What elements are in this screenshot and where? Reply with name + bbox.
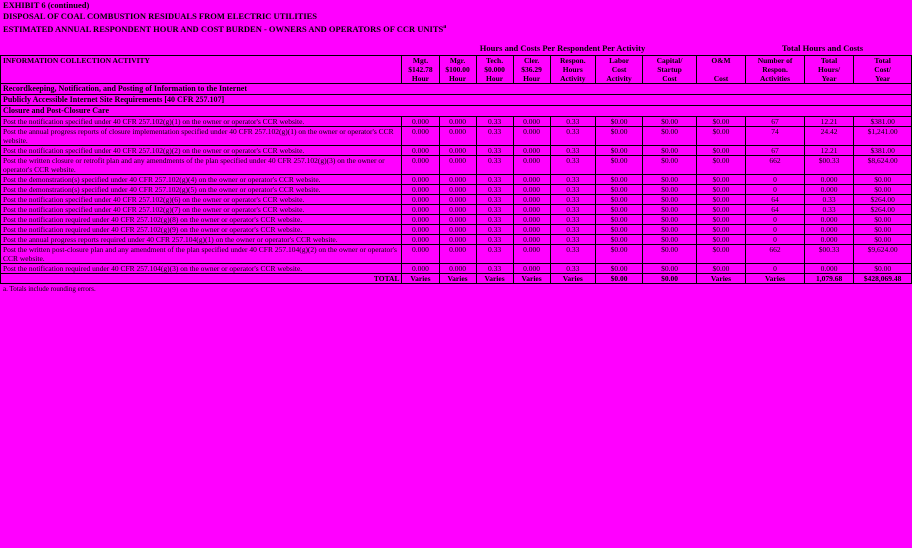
cell-labor-cost: $0.00 — [595, 244, 642, 263]
cell-om-cost: $0.00 — [696, 224, 745, 234]
section-row — [1, 83, 912, 94]
band-left-spacer — [0, 43, 390, 53]
cell-number-activities: 67 — [746, 116, 805, 126]
table-row — [1, 155, 912, 174]
cell-total-hours: 0.33 — [804, 194, 853, 204]
cell-om-cost: $0.00 — [696, 116, 745, 126]
cell-mgr: 0.000 — [439, 263, 476, 273]
cell-total-hours: 0.000 — [804, 234, 853, 244]
cell-labor-cost: $0.00 — [595, 184, 642, 194]
cell-number-activities: 0 — [746, 214, 805, 224]
total-row — [1, 273, 912, 283]
section-label: Recordkeeping, Notification, and Posting of Information to the Internet — [1, 83, 912, 94]
document-title-line-1: DISPOSAL OF COAL COMBUSTION RESIDUALS FROM ELECTRIC UTILITIES — [3, 11, 318, 21]
table-row — [1, 244, 912, 263]
row-description: Post the notification specified under 40 CFR 257.102(g)(1) on the owner or operator's CCR website. — [1, 116, 402, 126]
section-row — [1, 94, 912, 105]
cell-cler: 0.000 — [513, 224, 550, 234]
cell-mgr: 0.000 — [439, 214, 476, 224]
cell-total-hours: 0.000 — [804, 174, 853, 184]
cell-total-cost: $8,624.00 — [854, 155, 912, 174]
cell-mgr: 0.000 — [439, 126, 476, 145]
cell-capital-cost: $0.00 — [643, 155, 697, 174]
cell-total-cost: $0.00 — [854, 263, 912, 273]
cell-tech: 0.33 — [476, 174, 513, 184]
cell-number-activities: 64 — [746, 204, 805, 214]
cell-om-cost: $0.00 — [696, 234, 745, 244]
col-head-total-hours-year: Total Hours/ Year — [804, 55, 853, 83]
cell-respondent-hours: 0.33 — [550, 155, 595, 174]
cell-cler: 0.000 — [513, 244, 550, 263]
table-row — [1, 174, 912, 184]
cell-total-hours: 0.000 — [804, 184, 853, 194]
table-body — [1, 83, 912, 283]
cell-labor-cost: $0.00 — [595, 126, 642, 145]
row-description: Post the notification required under 40 CFR 257.104(g)(3) on the owner or operator's CCR website. — [1, 263, 402, 273]
cell-mgr: 0.000 — [439, 116, 476, 126]
cell-total-cost: $9,624.00 — [854, 244, 912, 263]
cell-number-activities: 0 — [746, 224, 805, 234]
col-head-labor-cost: Labor Cost Activity — [595, 55, 642, 83]
cell-labor-cost: $0.00 — [595, 204, 642, 214]
col-head-om-cost: O&M Cost — [696, 55, 745, 83]
cell-mgt: 0.000 — [402, 214, 439, 224]
cell-total-cost: $0.00 — [854, 174, 912, 184]
cell-respondent-hours: 0.33 — [550, 145, 595, 155]
total-hours-year: 1,079.68 — [804, 273, 853, 283]
cell-labor-cost: $0.00 — [595, 155, 642, 174]
cell-tech: 0.33 — [476, 244, 513, 263]
band-totals: Total Hours and Costs — [781, 42, 864, 53]
cell-labor-cost: $0.00 — [595, 174, 642, 184]
cell-respondent-hours: 0.33 — [550, 204, 595, 214]
column-group-bands — [0, 43, 912, 53]
cell-mgr: 0.000 — [439, 194, 476, 204]
total-mgt: Varies — [402, 273, 439, 283]
section-label: Publicly Accessible Internet Site Requirements [40 CFR 257.107] — [1, 94, 912, 105]
cell-respondent-hours: 0.33 — [550, 214, 595, 224]
total-om-cost: Varies — [696, 273, 745, 283]
cell-total-cost: $264.00 — [854, 204, 912, 214]
cell-om-cost: $0.00 — [696, 244, 745, 263]
cell-labor-cost: $0.00 — [595, 214, 642, 224]
cell-mgr: 0.000 — [439, 244, 476, 263]
cell-labor-cost: $0.00 — [595, 145, 642, 155]
cell-total-hours: 12.21 — [804, 116, 853, 126]
table-row — [1, 224, 912, 234]
cell-labor-cost: $0.00 — [595, 263, 642, 273]
total-tech: Varies — [476, 273, 513, 283]
cell-respondent-hours: 0.33 — [550, 126, 595, 145]
cell-om-cost: $0.00 — [696, 184, 745, 194]
cell-number-activities: 0 — [746, 263, 805, 273]
cell-number-activities: 662 — [746, 155, 805, 174]
table-row — [1, 126, 912, 145]
row-description: Post the notification specified under 40 CFR 257.102(g)(2) on the owner or operator's CCR website. — [1, 145, 402, 155]
total-labor-cost: $0.00 — [595, 273, 642, 283]
cell-mgt: 0.000 — [402, 224, 439, 234]
table-header-row — [1, 55, 912, 83]
cell-capital-cost: $0.00 — [643, 126, 697, 145]
cell-om-cost: $0.00 — [696, 155, 745, 174]
cell-total-cost: $264.00 — [854, 194, 912, 204]
cell-om-cost: $0.00 — [696, 145, 745, 155]
row-description: Post the notification required under 40 CFR 257.102(g)(9) on the owner or operator's CCR website. — [1, 224, 402, 234]
burden-table — [0, 55, 912, 284]
row-description: Post the demonstration(s) specified under 40 CFR 257.102(g)(5) on the owner or operator's CCR website. — [1, 184, 402, 194]
cell-tech: 0.33 — [476, 263, 513, 273]
cell-tech: 0.33 — [476, 224, 513, 234]
cell-tech: 0.33 — [476, 116, 513, 126]
cell-cler: 0.000 — [513, 174, 550, 184]
cell-total-hours: 0.000 — [804, 224, 853, 234]
cell-respondent-hours: 0.33 — [550, 244, 595, 263]
document-title-line-2: ESTIMATED ANNUAL RESPONDENT HOUR AND COST BURDEN - OWNERS AND OPERATORS OF CCR UNITS$^a$ — [3, 23, 447, 34]
col-head-mgt: Mgt. $142.78 Hour — [402, 55, 439, 83]
cell-mgt: 0.000 — [402, 184, 439, 194]
section-row — [1, 105, 912, 116]
cell-total-cost: $381.00 — [854, 116, 912, 126]
cell-labor-cost: $0.00 — [595, 194, 642, 204]
cell-mgr: 0.000 — [439, 155, 476, 174]
table-row — [1, 184, 912, 194]
cell-mgt: 0.000 — [402, 204, 439, 214]
cell-labor-cost: $0.00 — [595, 234, 642, 244]
cell-cler: 0.000 — [513, 126, 550, 145]
total-capital-cost: $0.00 — [643, 273, 697, 283]
cell-mgt: 0.000 — [402, 244, 439, 263]
cell-tech: 0.33 — [476, 194, 513, 204]
cell-number-activities: 0 — [746, 184, 805, 194]
cell-mgt: 0.000 — [402, 116, 439, 126]
total-label: TOTAL — [1, 273, 402, 283]
col-head-tech: Tech. $0.000 Hour — [476, 55, 513, 83]
cell-capital-cost: $0.00 — [643, 194, 697, 204]
cell-labor-cost: $0.00 — [595, 224, 642, 234]
col-head-number-activities: Number of Respon. Activities — [746, 55, 805, 83]
total-cler: Varies — [513, 273, 550, 283]
cell-tech: 0.33 — [476, 204, 513, 214]
col-head-total-cost-year: Total Cost/ Year — [854, 55, 912, 83]
cell-mgt: 0.000 — [402, 126, 439, 145]
cell-capital-cost: $0.00 — [643, 116, 697, 126]
cell-total-cost: $381.00 — [854, 145, 912, 155]
table-footnote: a. Totals include rounding errors. — [3, 284, 96, 293]
cell-mgt: 0.000 — [402, 263, 439, 273]
cell-om-cost: $0.00 — [696, 263, 745, 273]
cell-cler: 0.000 — [513, 204, 550, 214]
cell-total-hours: 0.33 — [804, 204, 853, 214]
cell-total-hours: 0.000 — [804, 214, 853, 224]
table-row — [1, 145, 912, 155]
exhibit-label: EXHIBIT 6 (continued) — [3, 0, 90, 10]
cell-tech: 0.33 — [476, 145, 513, 155]
cell-total-hours: 12.21 — [804, 145, 853, 155]
cell-total-cost: $1,241.00 — [854, 126, 912, 145]
col-head-respondent-hours: Respon. Hours Activity — [550, 55, 595, 83]
col-head-description: INFORMATION COLLECTION ACTIVITY — [1, 55, 402, 83]
cell-capital-cost: $0.00 — [643, 234, 697, 244]
row-description: Post the demonstration(s) specified under 40 CFR 257.102(g)(4) on the owner or operator's CCR website. — [1, 174, 402, 184]
row-description: Post the notification required under 40 CFR 257.102(g)(8) on the owner or operator's CCR website. — [1, 214, 402, 224]
table-row — [1, 214, 912, 224]
cell-capital-cost: $0.00 — [643, 204, 697, 214]
cell-tech: 0.33 — [476, 214, 513, 224]
cell-mgr: 0.000 — [439, 224, 476, 234]
cell-capital-cost: $0.00 — [643, 145, 697, 155]
table-row — [1, 194, 912, 204]
cell-om-cost: $0.00 — [696, 214, 745, 224]
cell-total-hours: $00.33 — [804, 244, 853, 263]
row-description: Post the annual progress reports required under 40 CFR 257.104(g)(1) on the owner or operator's CCR website. — [1, 234, 402, 244]
cell-total-cost: $0.00 — [854, 224, 912, 234]
cell-number-activities: 74 — [746, 126, 805, 145]
cell-om-cost: $0.00 — [696, 204, 745, 214]
cell-cler: 0.000 — [513, 116, 550, 126]
row-description: Post the annual progress reports of closure implementation specified under 40 CFR 257.102(g)(1) on the owner or operator's CCR website. — [1, 126, 402, 145]
cell-tech: 0.33 — [476, 126, 513, 145]
row-description: Post the notification specified under 40 CFR 257.102(g)(7) on the owner or operator's CCR website. — [1, 204, 402, 214]
total-mgr: Varies — [439, 273, 476, 283]
cell-tech: 0.33 — [476, 184, 513, 194]
cell-respondent-hours: 0.33 — [550, 224, 595, 234]
cell-cler: 0.000 — [513, 263, 550, 273]
cell-respondent-hours: 0.33 — [550, 184, 595, 194]
row-description: Post the written post-closure plan and any amendment of the plan specified under 40 CFR 257.104(g)(2) on the owner or operator's CCR website. — [1, 244, 402, 263]
cell-tech: 0.33 — [476, 234, 513, 244]
cell-capital-cost: $0.00 — [643, 244, 697, 263]
cell-mgr: 0.000 — [439, 145, 476, 155]
cell-capital-cost: $0.00 — [643, 263, 697, 273]
cell-capital-cost: $0.00 — [643, 184, 697, 194]
cell-total-cost: $0.00 — [854, 184, 912, 194]
cell-cler: 0.000 — [513, 145, 550, 155]
total-number-activities: Varies — [746, 273, 805, 283]
footnote-marker: a — [443, 24, 447, 30]
cell-respondent-hours: 0.33 — [550, 194, 595, 204]
cell-capital-cost: $0.00 — [643, 214, 697, 224]
cell-number-activities: 0 — [746, 234, 805, 244]
cell-capital-cost: $0.00 — [643, 174, 697, 184]
table-row — [1, 263, 912, 273]
cell-respondent-hours: 0.33 — [550, 263, 595, 273]
section-label: Closure and Post-Closure Care — [1, 105, 912, 116]
cell-mgr: 0.000 — [439, 234, 476, 244]
cell-capital-cost: $0.00 — [643, 224, 697, 234]
cell-mgt: 0.000 — [402, 174, 439, 184]
cell-respondent-hours: 0.33 — [550, 116, 595, 126]
band-per-respondent: Hours and Costs Per Respondent Per Activity — [479, 42, 646, 53]
total-respondent-hours: Varies — [550, 273, 595, 283]
cell-om-cost: $0.00 — [696, 194, 745, 204]
cell-mgt: 0.000 — [402, 234, 439, 244]
total-cost-year: $428,069.48 — [854, 273, 912, 283]
cell-mgr: 0.000 — [439, 184, 476, 194]
cell-number-activities: 64 — [746, 194, 805, 204]
cell-respondent-hours: 0.33 — [550, 234, 595, 244]
cell-total-hours: $00.33 — [804, 155, 853, 174]
cell-total-cost: $0.00 — [854, 234, 912, 244]
cell-cler: 0.000 — [513, 184, 550, 194]
cell-cler: 0.000 — [513, 155, 550, 174]
row-description: Post the written closure or retrofit plan and any amendments of the plan specified under 40 CFR 257.102(g)(3) on the owner or operator's CCR website. — [1, 155, 402, 174]
cell-cler: 0.000 — [513, 194, 550, 204]
cell-respondent-hours: 0.33 — [550, 174, 595, 184]
cell-number-activities: 662 — [746, 244, 805, 263]
document-header — [0, 0, 912, 35]
row-description: Post the notification specified under 40 CFR 257.102(g)(6) on the owner or operator's CCR website. — [1, 194, 402, 204]
table-row — [1, 116, 912, 126]
cell-total-hours: 0.000 — [804, 263, 853, 273]
cell-om-cost: $0.00 — [696, 126, 745, 145]
col-head-cler: Cler. $36.29 Hour — [513, 55, 550, 83]
cell-total-hours: 24.42 — [804, 126, 853, 145]
cell-tech: 0.33 — [476, 155, 513, 174]
cell-mgt: 0.000 — [402, 194, 439, 204]
col-head-capital-startup-cost: Capital/ Startup Cost — [643, 55, 697, 83]
cell-number-activities: 67 — [746, 145, 805, 155]
cell-mgt: 0.000 — [402, 155, 439, 174]
cell-mgr: 0.000 — [439, 204, 476, 214]
cell-total-cost: $0.00 — [854, 214, 912, 224]
col-head-mgr: Mgr. $100.00 Hour — [439, 55, 476, 83]
table-row — [1, 234, 912, 244]
cell-mgt: 0.000 — [402, 145, 439, 155]
cell-labor-cost: $0.00 — [595, 116, 642, 126]
cell-cler: 0.000 — [513, 234, 550, 244]
cell-cler: 0.000 — [513, 214, 550, 224]
table-row — [1, 204, 912, 214]
cell-om-cost: $0.00 — [696, 174, 745, 184]
cell-mgr: 0.000 — [439, 174, 476, 184]
cell-number-activities: 0 — [746, 174, 805, 184]
